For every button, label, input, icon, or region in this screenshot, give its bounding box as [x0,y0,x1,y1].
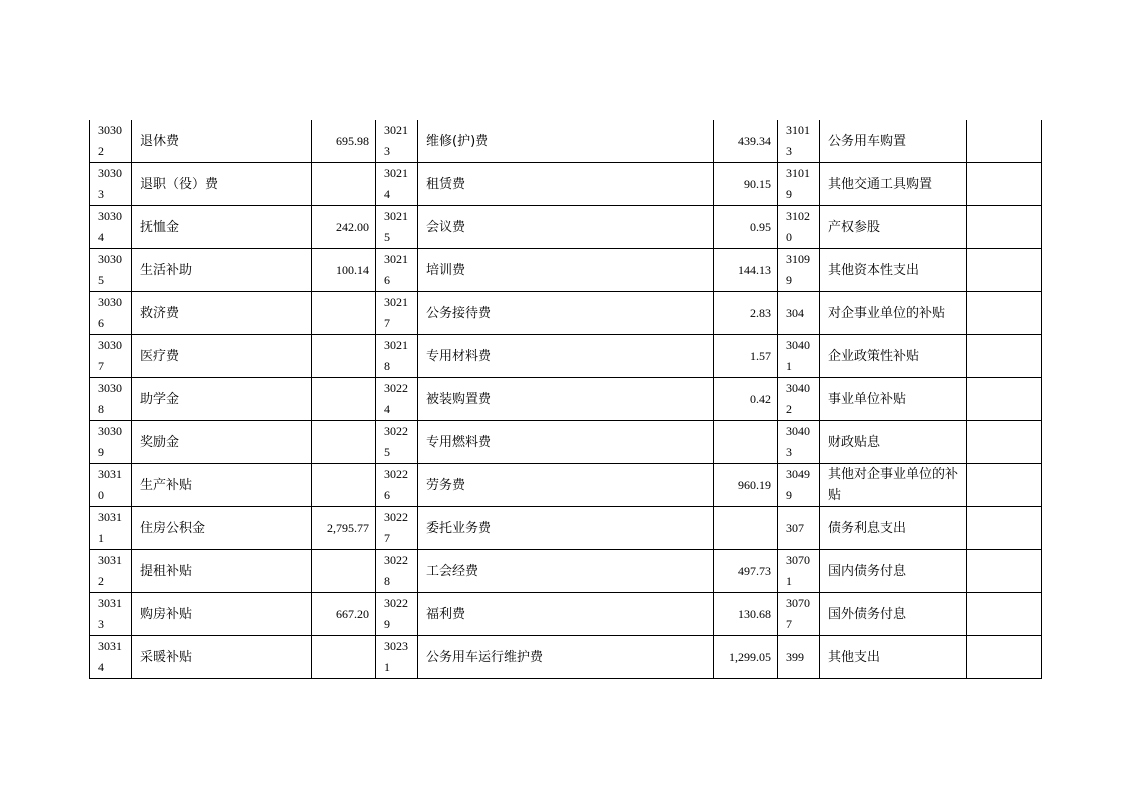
amount-cell [967,593,1042,636]
amount-cell [714,421,778,464]
amount-cell: 90.15 [714,163,778,206]
table-row [90,249,1042,292]
code-cell: 30304 [90,206,132,249]
table-row [90,120,1042,163]
amount-cell [967,636,1042,679]
code-cell: 30302 [90,120,132,163]
item-name-cell: 债务利息支出 [820,507,967,550]
item-name-cell: 企业政策性补贴 [820,335,967,378]
code-cell: 30314 [90,636,132,679]
table-row [90,507,1042,550]
item-name-cell: 劳务费 [418,464,714,507]
table-row [90,206,1042,249]
amount-cell [312,464,376,507]
item-name-cell: 委托业务费 [418,507,714,550]
code-cell: 307 [778,507,820,550]
item-name-cell: 其他交通工具购置 [820,163,967,206]
amount-cell: 439.34 [714,120,778,163]
amount-cell [312,378,376,421]
item-name-cell: 对企事业单位的补贴 [820,292,967,335]
amount-cell [312,335,376,378]
amount-cell: 100.14 [312,249,376,292]
code-cell: 30309 [90,421,132,464]
code-cell: 30214 [376,163,418,206]
amount-cell [312,163,376,206]
amount-cell: 667.20 [312,593,376,636]
item-name-cell: 会议费 [418,206,714,249]
amount-cell: 1.57 [714,335,778,378]
item-name-cell: 专用燃料费 [418,421,714,464]
item-name-cell: 助学金 [132,378,312,421]
item-name-cell: 生产补贴 [132,464,312,507]
item-name-cell: 财政贴息 [820,421,967,464]
table-row [90,636,1042,679]
amount-cell [967,550,1042,593]
code-cell: 30403 [778,421,820,464]
code-cell: 30311 [90,507,132,550]
code-cell: 30401 [778,335,820,378]
table-row [90,421,1042,464]
item-name-cell: 退职（役）费 [132,163,312,206]
table-row [90,335,1042,378]
amount-cell: 0.95 [714,206,778,249]
amount-cell: 0.42 [714,378,778,421]
item-name-cell: 国外债务付息 [820,593,967,636]
code-cell: 31020 [778,206,820,249]
code-cell: 30306 [90,292,132,335]
code-cell: 30312 [90,550,132,593]
item-name-cell: 救济费 [132,292,312,335]
amount-cell [312,292,376,335]
item-name-cell: 生活补助 [132,249,312,292]
budget-table [89,120,1042,679]
item-name-cell: 抚恤金 [132,206,312,249]
code-cell: 31019 [778,163,820,206]
amount-cell: 144.13 [714,249,778,292]
code-cell: 30310 [90,464,132,507]
code-cell: 30305 [90,249,132,292]
amount-cell: 695.98 [312,120,376,163]
item-name-cell: 住房公积金 [132,507,312,550]
code-cell: 30224 [376,378,418,421]
amount-cell [967,507,1042,550]
item-name-cell: 工会经费 [418,550,714,593]
table-row [90,292,1042,335]
item-name-cell: 国内债务付息 [820,550,967,593]
amount-cell [967,163,1042,206]
item-name-cell: 奖励金 [132,421,312,464]
code-cell: 30226 [376,464,418,507]
item-name-cell: 采暖补贴 [132,636,312,679]
code-cell: 304 [778,292,820,335]
item-name-cell: 福利费 [418,593,714,636]
code-cell: 30218 [376,335,418,378]
code-cell: 30313 [90,593,132,636]
amount-cell [714,507,778,550]
code-cell: 30707 [778,593,820,636]
amount-cell: 960.19 [714,464,778,507]
code-cell: 30231 [376,636,418,679]
item-name-cell: 其他支出 [820,636,967,679]
item-name-cell: 公务用车运行维护费 [418,636,714,679]
code-cell: 30402 [778,378,820,421]
amount-cell [967,335,1042,378]
item-name-cell: 提租补贴 [132,550,312,593]
code-cell: 30227 [376,507,418,550]
amount-cell [967,206,1042,249]
item-name-cell: 被装购置费 [418,378,714,421]
item-name-cell: 公务用车购置 [820,120,967,163]
amount-cell: 2,795.77 [312,507,376,550]
code-cell: 30213 [376,120,418,163]
amount-cell [967,249,1042,292]
amount-cell [312,421,376,464]
item-name-cell: 事业单位补贴 [820,378,967,421]
item-name-cell: 维修(护)费 [418,120,714,163]
code-cell: 30307 [90,335,132,378]
item-name-cell: 退休费 [132,120,312,163]
code-cell: 30701 [778,550,820,593]
code-cell: 30303 [90,163,132,206]
table-row [90,378,1042,421]
code-cell: 31099 [778,249,820,292]
item-name-cell: 医疗费 [132,335,312,378]
amount-cell [967,378,1042,421]
amount-cell [312,550,376,593]
item-name-cell: 培训费 [418,249,714,292]
amount-cell: 2.83 [714,292,778,335]
code-cell: 30216 [376,249,418,292]
amount-cell [967,292,1042,335]
item-name-cell: 租赁费 [418,163,714,206]
code-cell: 30215 [376,206,418,249]
item-name-cell: 其他资本性支出 [820,249,967,292]
code-cell: 30229 [376,593,418,636]
amount-cell: 497.73 [714,550,778,593]
code-cell: 399 [778,636,820,679]
code-cell: 31013 [778,120,820,163]
code-cell: 30308 [90,378,132,421]
amount-cell [312,636,376,679]
item-name-cell: 公务接待费 [418,292,714,335]
item-name-cell: 产权参股 [820,206,967,249]
table-row [90,550,1042,593]
amount-cell [967,421,1042,464]
code-cell: 30225 [376,421,418,464]
item-name-cell: 购房补贴 [132,593,312,636]
amount-cell [967,120,1042,163]
amount-cell: 1,299.05 [714,636,778,679]
code-cell: 30499 [778,464,820,507]
code-cell: 30228 [376,550,418,593]
amount-cell: 130.68 [714,593,778,636]
item-name-cell: 专用材料费 [418,335,714,378]
code-cell: 30217 [376,292,418,335]
amount-cell [967,464,1042,507]
table-row [90,593,1042,636]
item-name-cell: 其他对企事业单位的补贴 [820,464,967,507]
table-row [90,163,1042,206]
amount-cell: 242.00 [312,206,376,249]
table-row [90,464,1042,507]
